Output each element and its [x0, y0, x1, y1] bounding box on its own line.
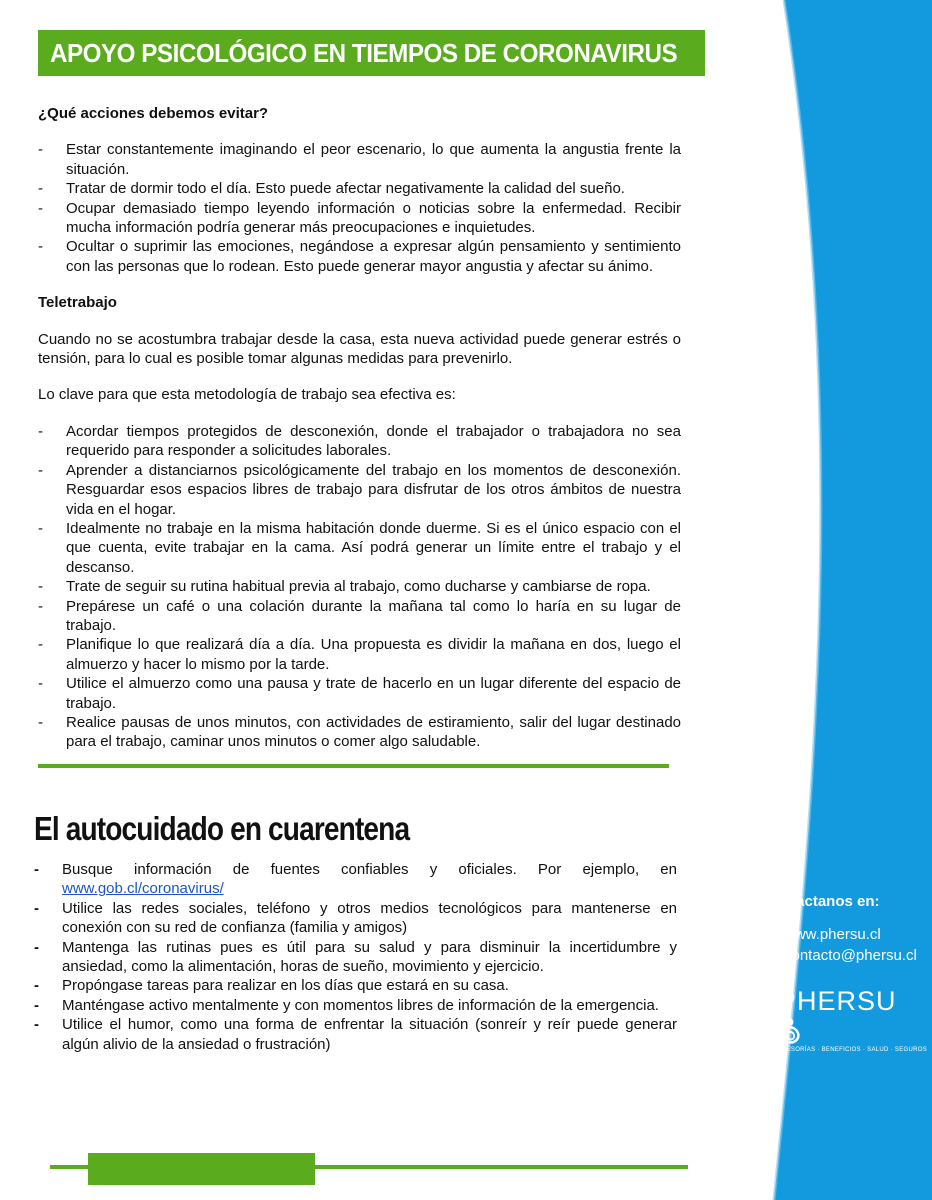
- avoid-list: [38, 140, 681, 276]
- contact-list: [762, 924, 932, 966]
- telework-intro: Cuando no se acostumbra trabajar desde la casa, esta nueva actividad puede generar estrés o tensión, para lo cual es posible tomar algunas medidas para prevenirlo.: [38, 330, 681, 368]
- footer-block: [88, 1153, 315, 1185]
- telework-heading: Teletrabajo: [38, 294, 117, 312]
- telework-list: [38, 422, 681, 752]
- header-banner: [38, 30, 705, 76]
- list-item: - Idealmente no trabaje en la misma habitación donde duerme. Si es el único espacio con el que cuenta, evite trabajar en la cama. Así podrá generar un límite entre el trabajo y el descanso.: [38, 519, 681, 576]
- selfcare-content: [34, 860, 677, 1071]
- list-item: - Prepárese un café o una colación durante la mañana tal como lo haría en su lugar de trabajo.: [38, 597, 681, 634]
- list-item: - Planifique lo que realizará día a día. Una propuesta es dividir la mañana en dos, luego el almuerzo y hacer lo mismo por la tarde.: [38, 636, 681, 673]
- list-item: - Mantenga las rutinas pues es útil para su salud y para disminuir la incertidumbre y ansiedad, como la alimentación, horas de sueño, movimiento y ejercicio.: [34, 938, 677, 976]
- list-item: - Acordar tiempos protegidos de desconexión, donde el trabajador o trabajadora no sea requerido para responder a solicitudes laborales.: [38, 422, 681, 460]
- list-item: - Utilice las redes sociales, teléfono y otros medios tecnológicos para mantenerse en conexión con su red de confianza (familia y amigos): [34, 899, 677, 937]
- bullet-icon: [766, 953, 771, 958]
- logo-figure-icon: [776, 1017, 802, 1045]
- list-item: - Ocupar demasiado tiempo leyendo información o noticias sobre la enfermedad. Recibir mucha información podría generar más preocupaciones e inquietudes.: [38, 199, 681, 237]
- list-item: - Aprender a distanciarnos psicológicamente del trabajo en los momentos de desconexión. Resguardar esos espacios libres de trabajo para disfrutar de los otros ámbitos de nuestra vida en el hogar.: [38, 461, 681, 518]
- phersu-logo: [778, 986, 928, 1053]
- main-content: [38, 104, 681, 769]
- avoid-heading: ¿Qué acciones debemos evitar?: [38, 105, 269, 122]
- logo-word: PHERSU: [778, 986, 897, 1016]
- section-divider: [38, 764, 669, 768]
- page-title: APOYO PSICOLÓGICO EN TIEMPOS DE CORONAVIRUS: [50, 37, 678, 68]
- bullet-icon: [766, 932, 771, 937]
- contact-block: [762, 893, 932, 966]
- list-item: - Tratar de dormir todo el día. Esto puede afectar negativamente la calidad del sueño.: [38, 180, 625, 198]
- list-item: - Manténgase activo mentalmente y con momentos libres de información de la emergencia.: [34, 996, 659, 1014]
- list-item: - Estar constantemente imaginando el peor escenario, lo que aumenta la angustia frente la situación.: [38, 141, 681, 178]
- telework-lead: Lo clave para que esta metodología de trabajo sea efectiva es:: [38, 386, 456, 404]
- list-item: - Trate de seguir su rutina habitual previa al trabajo, como ducharse y cambiarse de ropa.: [38, 578, 651, 596]
- contact-title: Contáctanos en:: [762, 893, 880, 910]
- logo-tagline: ASESORÍAS · BENEFICIOS · SALUD · SEGUROS: [778, 1047, 928, 1053]
- selfcare-list: [34, 860, 677, 1054]
- list-item: - Ocultar o suprimir las emociones, negándose a expresar algún pensamiento y sentimiento con las personas que lo rodean. Esto puede generar mayor angustia y afectar su ánimo.: [38, 238, 681, 275]
- list-item: - Propóngase tareas para realizar en los días que estará en su casa.: [34, 977, 509, 995]
- contact-website[interactable]: www.phersu.cl: [762, 924, 932, 945]
- list-item: - Realice pausas de unos minutos, con actividades de estiramiento, salir del lugar destinado para el trabajo, caminar unos minutos o comer algo saludable.: [38, 713, 681, 751]
- contact-email[interactable]: contacto@phersu.cl: [762, 945, 932, 966]
- list-item: - Utilice el humor, como una forma de enfrentar la situación (sonreír y reír puede generar algún alivio de la ansiedad o frustración): [34, 1016, 677, 1053]
- selfcare-heading: El autocuidado en cuarentena: [34, 810, 410, 847]
- list-item: - Utilice el almuerzo como una pausa y trate de hacerlo en un lugar diferente del espacio de trabajo.: [38, 675, 681, 712]
- list-item: - Busque información de fuentes confiables y oficiales. Por ejemplo, en www.gob.cl/coronavirus/: [34, 861, 677, 898]
- gob-link[interactable]: www.gob.cl/coronavirus/: [62, 880, 224, 898]
